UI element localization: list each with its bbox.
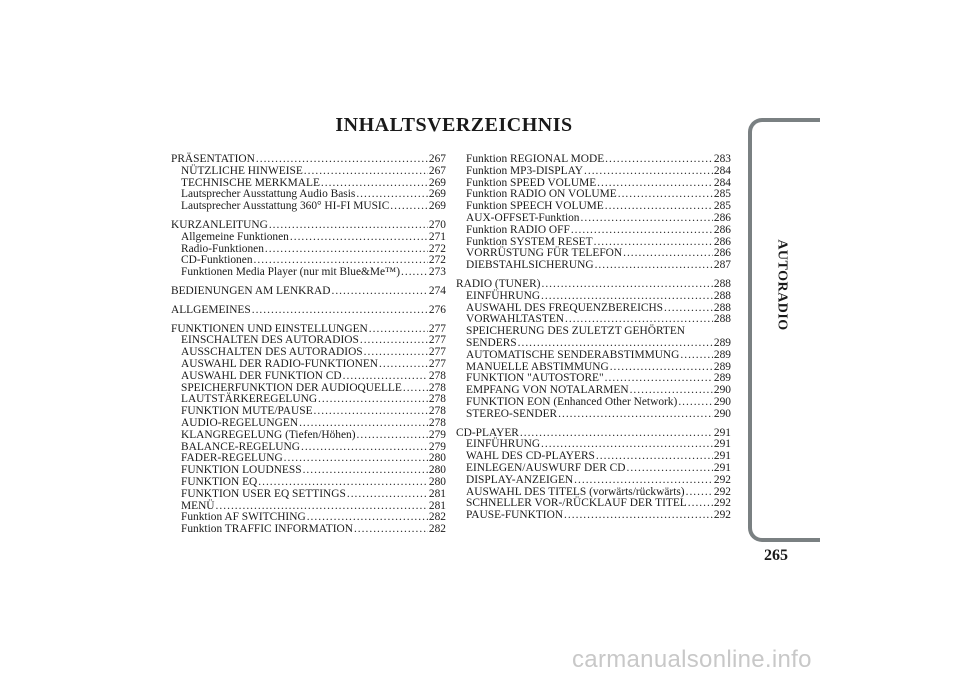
toc-leader-dots xyxy=(401,267,428,279)
toc-leader-dots xyxy=(558,409,713,421)
toc-entry-label: FUNKTION MUTE/PAUSE xyxy=(181,405,313,418)
toc-entry-label: DIEBSTAHLSICHERUNG xyxy=(466,259,594,272)
toc-entry-label: Funktion RADIO OFF xyxy=(466,223,570,236)
toc-entry-page: 273 xyxy=(428,266,446,279)
toc-leader-dots xyxy=(403,383,428,395)
toc-entry-label: VORWAHLTASTEN xyxy=(466,313,565,326)
toc-entry[interactable] xyxy=(456,260,731,272)
toc-entry-label: Funktion REGIONAL MODE xyxy=(466,153,605,165)
toc-leader-dots xyxy=(360,335,428,347)
toc-entry-label: MENÜ xyxy=(181,499,215,512)
toc-entry[interactable] xyxy=(171,359,446,371)
toc-leader-dots xyxy=(574,475,713,487)
toc-entry-label: PAUSE-FUNKTION xyxy=(466,509,564,522)
toc-entry-page: 289 xyxy=(713,336,731,349)
toc-entry-page: 278 xyxy=(428,393,446,406)
toc-entry-page: 269 xyxy=(428,200,446,213)
toc-entry-page: 269 xyxy=(428,176,446,189)
toc-leader-dots xyxy=(610,362,713,374)
toc-leader-dots xyxy=(284,453,428,465)
toc-entry-page: 287 xyxy=(713,259,731,272)
toc-entry-label: KLANGREGELUNG (Tiefen/Höhen) xyxy=(181,428,356,441)
toc-entry-page: 271 xyxy=(428,230,446,243)
toc-entry-page: 283 xyxy=(713,153,731,165)
toc-leader-dots xyxy=(314,406,428,418)
toc-entry-label: Funktion AF SWITCHING xyxy=(181,511,306,524)
toc-leader-dots xyxy=(301,442,428,454)
toc-leader-dots xyxy=(680,350,713,362)
toc-entry[interactable] xyxy=(456,463,731,475)
toc-entry[interactable] xyxy=(456,166,731,178)
toc-entry-label: CD-PLAYER xyxy=(456,426,519,439)
toc-leader-dots xyxy=(304,166,428,178)
toc-entry[interactable] xyxy=(171,232,446,244)
toc-leader-dots xyxy=(605,154,713,166)
toc-entry-label: AUTOMATISCHE SENDERABSTIMMUNG xyxy=(466,348,680,361)
toc-left-column xyxy=(171,154,446,536)
toc-entry-page: 288 xyxy=(713,277,731,290)
toc-entry-page: 292 xyxy=(713,485,731,498)
toc-entry-page: 288 xyxy=(713,313,731,326)
toc-leader-dots xyxy=(571,225,713,237)
toc-entry-page: 288 xyxy=(713,289,731,302)
toc-entry-page: 281 xyxy=(428,487,446,500)
toc-entry-label: EINSCHALTEN DES AUTORADIOS xyxy=(181,334,359,347)
toc-leader-dots xyxy=(541,279,712,291)
toc-entry-label: AUX-OFFSET-Funktion xyxy=(466,211,580,224)
toc-entry-page: 292 xyxy=(713,473,731,486)
watermark: carmanualsonline.info xyxy=(572,646,812,673)
toc-leader-dots xyxy=(581,213,713,225)
toc-entry-page: 279 xyxy=(428,428,446,441)
toc-entry[interactable] xyxy=(171,286,446,298)
toc-entry[interactable] xyxy=(456,397,731,409)
toc-entry-label: AUDIO-REGELUNGEN xyxy=(181,416,299,429)
toc-leader-dots xyxy=(369,324,428,336)
toc-entry-page: 284 xyxy=(713,176,731,189)
toc-entry-label: Funktionen Media Player (nur mit Blue&Me™) xyxy=(181,266,401,279)
toc-leader-dots xyxy=(605,201,713,213)
toc-entry-label: AUSWAHL DER FUNKTION CD xyxy=(181,369,342,382)
toc-entry-label: FUNKTION USER EQ SETTINGS xyxy=(181,487,346,500)
toc-entry-label: AUSSCHALTEN DES AUTORADIOS xyxy=(181,346,363,359)
toc-leader-dots xyxy=(618,189,713,201)
toc-leader-dots xyxy=(265,244,428,256)
toc-entry-page: 291 xyxy=(713,426,731,439)
toc-entry-label: FUNKTIONEN UND EINSTELLUNGEN xyxy=(171,322,368,335)
toc-entry[interactable] xyxy=(456,213,731,225)
toc-entry-label: Funktion MP3-DISPLAY xyxy=(466,164,583,177)
toc-leader-dots xyxy=(318,394,428,406)
toc-entry[interactable] xyxy=(171,430,446,442)
toc-leader-dots xyxy=(303,465,428,477)
toc-leader-dots xyxy=(390,201,428,213)
toc-entry-page: 278 xyxy=(428,416,446,429)
toc-leader-dots xyxy=(290,232,428,244)
toc-entry[interactable] xyxy=(456,225,731,237)
toc-entry-page: 281 xyxy=(428,499,446,512)
toc-right-column xyxy=(456,154,731,522)
toc-entry-label: Allgemeine Funktionen xyxy=(181,230,289,243)
toc-entry-page: 277 xyxy=(428,346,446,359)
toc-entry-label: ALLGEMEINES xyxy=(171,303,251,316)
toc-entry-page: 291 xyxy=(713,461,731,474)
toc-leader-dots xyxy=(626,463,712,475)
toc-entry-label: TECHNISCHE MERKMALE xyxy=(181,176,320,189)
toc-entry-page: 280 xyxy=(428,475,446,488)
toc-entry-page: 282 xyxy=(428,523,446,536)
toc-entry-page: 279 xyxy=(428,440,446,453)
toc-entry-page: 278 xyxy=(428,405,446,418)
toc-entry-label: EINFÜHRUNG xyxy=(466,438,541,451)
toc-entry[interactable] xyxy=(456,510,731,522)
page-number: 265 xyxy=(764,547,788,564)
toc-entry[interactable] xyxy=(171,166,446,178)
toc-entry-label: EMPFANG VON NOTALARMEN xyxy=(466,384,629,397)
toc-entry-label: EINLEGEN/AUSWURF DER CD xyxy=(466,461,626,474)
toc-entry-label: FADER-REGELUNG xyxy=(181,452,283,465)
toc-leader-dots xyxy=(584,166,713,178)
toc-leader-dots xyxy=(331,286,427,298)
toc-entry-label: Funktion SPEECH VOLUME xyxy=(466,200,604,213)
toc-entry-label: Lautsprecher Ausstattung Audio Basis xyxy=(181,188,356,201)
toc-entry-label: RADIO (TUNER) xyxy=(456,277,541,290)
toc-entry-page: 274 xyxy=(428,284,446,297)
toc-leader-dots xyxy=(379,359,428,371)
toc-leader-dots xyxy=(518,338,713,350)
toc-entry-page: 288 xyxy=(713,301,731,314)
toc-entry[interactable] xyxy=(456,475,731,487)
toc-entry-label: DISPLAY-ANZEIGEN xyxy=(466,473,574,486)
toc-entry-label: WAHL DES CD-PLAYERS xyxy=(466,450,595,463)
toc-entry-page: 286 xyxy=(713,211,731,224)
toc-entry-label: Funktion RADIO ON VOLUME xyxy=(466,188,617,201)
page-title: INHALTSVERZEICHNIS xyxy=(335,114,573,136)
toc-entry-page: 290 xyxy=(713,384,731,397)
toc-entry-label: BALANCE-REGELUNG xyxy=(181,440,300,453)
toc-entry-label: CD-Funktionen xyxy=(181,254,253,267)
toc-entry[interactable] xyxy=(171,201,446,213)
toc-leader-dots xyxy=(252,305,428,317)
toc-entry[interactable] xyxy=(171,267,446,279)
toc-entry-page: 272 xyxy=(428,254,446,267)
toc-entry[interactable] xyxy=(171,305,446,317)
toc-entry[interactable] xyxy=(171,489,446,501)
toc-leader-dots xyxy=(664,303,713,315)
toc-leader-dots xyxy=(520,428,713,440)
toc-entry-page: 272 xyxy=(428,242,446,255)
toc-entry-page: 290 xyxy=(713,407,731,420)
toc-entry-label: EINFÜHRUNG xyxy=(466,289,541,302)
toc-entry-page: 289 xyxy=(713,360,731,373)
toc-entry-label: BEDIENUNGEN AM LENKRAD xyxy=(171,284,331,297)
toc-entry-page: 277 xyxy=(428,357,446,370)
toc-entry-page: 282 xyxy=(428,511,446,524)
toc-leader-dots xyxy=(541,291,713,303)
toc-entry-label: SCHNELLER VOR-/RÜCKLAUF DER TITEL xyxy=(466,497,687,510)
toc-entry-page: 289 xyxy=(713,348,731,361)
toc-entry-label: VORRÜSTUNG FÜR TELEFON xyxy=(466,247,623,260)
toc-entry-label: SENDERS xyxy=(466,336,517,349)
toc-entry-label: PRÄSENTATION xyxy=(171,153,255,165)
toc-entry-page: 285 xyxy=(713,200,731,213)
toc-entry-label: FUNKTION EON (Enhanced Other Network) xyxy=(466,395,678,408)
toc-entry-label: Radio-Funktionen xyxy=(181,242,264,255)
toc-entry-label: SPEICHERFUNKTION DER AUDIOQUELLE xyxy=(181,381,402,394)
toc-leader-dots xyxy=(595,260,713,272)
toc-entry-label: Lautsprecher Ausstattung 360° HI-FI MUSIC xyxy=(181,200,390,213)
toc-entry-page: 267 xyxy=(428,164,446,177)
toc-entry-label: FUNKTION EQ xyxy=(181,475,258,488)
toc-entry[interactable] xyxy=(456,338,731,350)
toc-entry-label: Funktion SPEED VOLUME xyxy=(466,176,597,189)
toc-entry-page: 289 xyxy=(713,372,731,385)
toc-entry-page: 276 xyxy=(428,303,446,316)
toc-entry-page: 284 xyxy=(713,164,731,177)
toc-entry-page: 277 xyxy=(428,334,446,347)
toc-leader-dots xyxy=(299,418,428,430)
toc-entry-page: 292 xyxy=(713,497,731,510)
toc-entry-page: 280 xyxy=(428,464,446,477)
toc-entry-label: NÜTZLICHE HINWEISE xyxy=(181,164,303,177)
toc-leader-dots xyxy=(688,498,713,510)
toc-entry[interactable] xyxy=(171,371,446,383)
toc-entry-page: 277 xyxy=(428,322,446,335)
toc-entry-page: 278 xyxy=(428,381,446,394)
toc-entry-page: 291 xyxy=(713,438,731,451)
toc-entry-label: LAUTSTÄRKEREGELUNG xyxy=(181,393,318,406)
toc-entry-page: 267 xyxy=(428,153,446,165)
toc-entry-label: Funktion TRAFFIC INFORMATION xyxy=(181,523,353,536)
section-tab-label: AUTORADIO xyxy=(775,239,790,331)
toc-leader-dots xyxy=(269,220,428,232)
toc-entry[interactable] xyxy=(171,418,446,430)
toc-entry-page: 291 xyxy=(713,450,731,463)
toc-entry-page: 292 xyxy=(713,509,731,522)
toc-entry-label: FUNKTION "AUTOSTORE" xyxy=(466,372,604,385)
toc-entry[interactable] xyxy=(171,524,446,536)
toc-entry[interactable] xyxy=(456,279,731,291)
toc-entry-page: 280 xyxy=(428,452,446,465)
toc-entry-page: 285 xyxy=(713,188,731,201)
toc-entry-label: MANUELLE ABSTIMMUNG xyxy=(466,360,609,373)
toc-leader-dots xyxy=(347,489,428,501)
toc-leader-dots xyxy=(678,397,713,409)
toc-entry-label: AUSWAHL DES FREQUENZBEREICHS xyxy=(466,301,664,314)
toc-leader-dots xyxy=(354,524,428,536)
toc-leader-dots xyxy=(686,487,713,499)
toc-entry-page: 270 xyxy=(428,218,446,231)
toc-leader-dots xyxy=(623,248,713,260)
toc-entry[interactable] xyxy=(456,291,731,303)
toc-leader-dots xyxy=(258,477,428,489)
section-tab-label-wrap xyxy=(762,210,802,360)
toc-entry-page: 290 xyxy=(713,395,731,408)
toc-entry-label: SPEICHERUNG DES ZULETZT GEHÖRTEN xyxy=(466,325,685,338)
toc-entry-label: STEREO-SENDER xyxy=(466,407,558,420)
toc-entry-label: KURZANLEITUNG xyxy=(171,218,268,231)
toc-entry-label: AUSWAHL DES TITELS (vorwärts/rückwärts) xyxy=(466,485,685,498)
toc-entry-page: 286 xyxy=(713,223,731,236)
toc-entry[interactable] xyxy=(171,220,446,232)
toc-leader-dots xyxy=(343,371,428,383)
toc-entry[interactable] xyxy=(171,477,446,489)
toc-entry[interactable] xyxy=(456,350,731,362)
toc-entry-page: 269 xyxy=(428,188,446,201)
toc-leader-dots xyxy=(357,430,428,442)
toc-entry-page: 286 xyxy=(713,247,731,260)
toc-entry-page: 286 xyxy=(713,235,731,248)
toc-entry-label: Funktion SYSTEM RESET xyxy=(466,235,593,248)
toc-entry-label: FUNKTION LOUDNESS xyxy=(181,464,302,477)
toc-leader-dots xyxy=(564,510,713,522)
toc-entry[interactable] xyxy=(456,409,731,421)
toc-entry-page: 278 xyxy=(428,369,446,382)
toc-entry-label: AUSWAHL DER RADIO-FUNKTIONEN xyxy=(181,357,378,370)
